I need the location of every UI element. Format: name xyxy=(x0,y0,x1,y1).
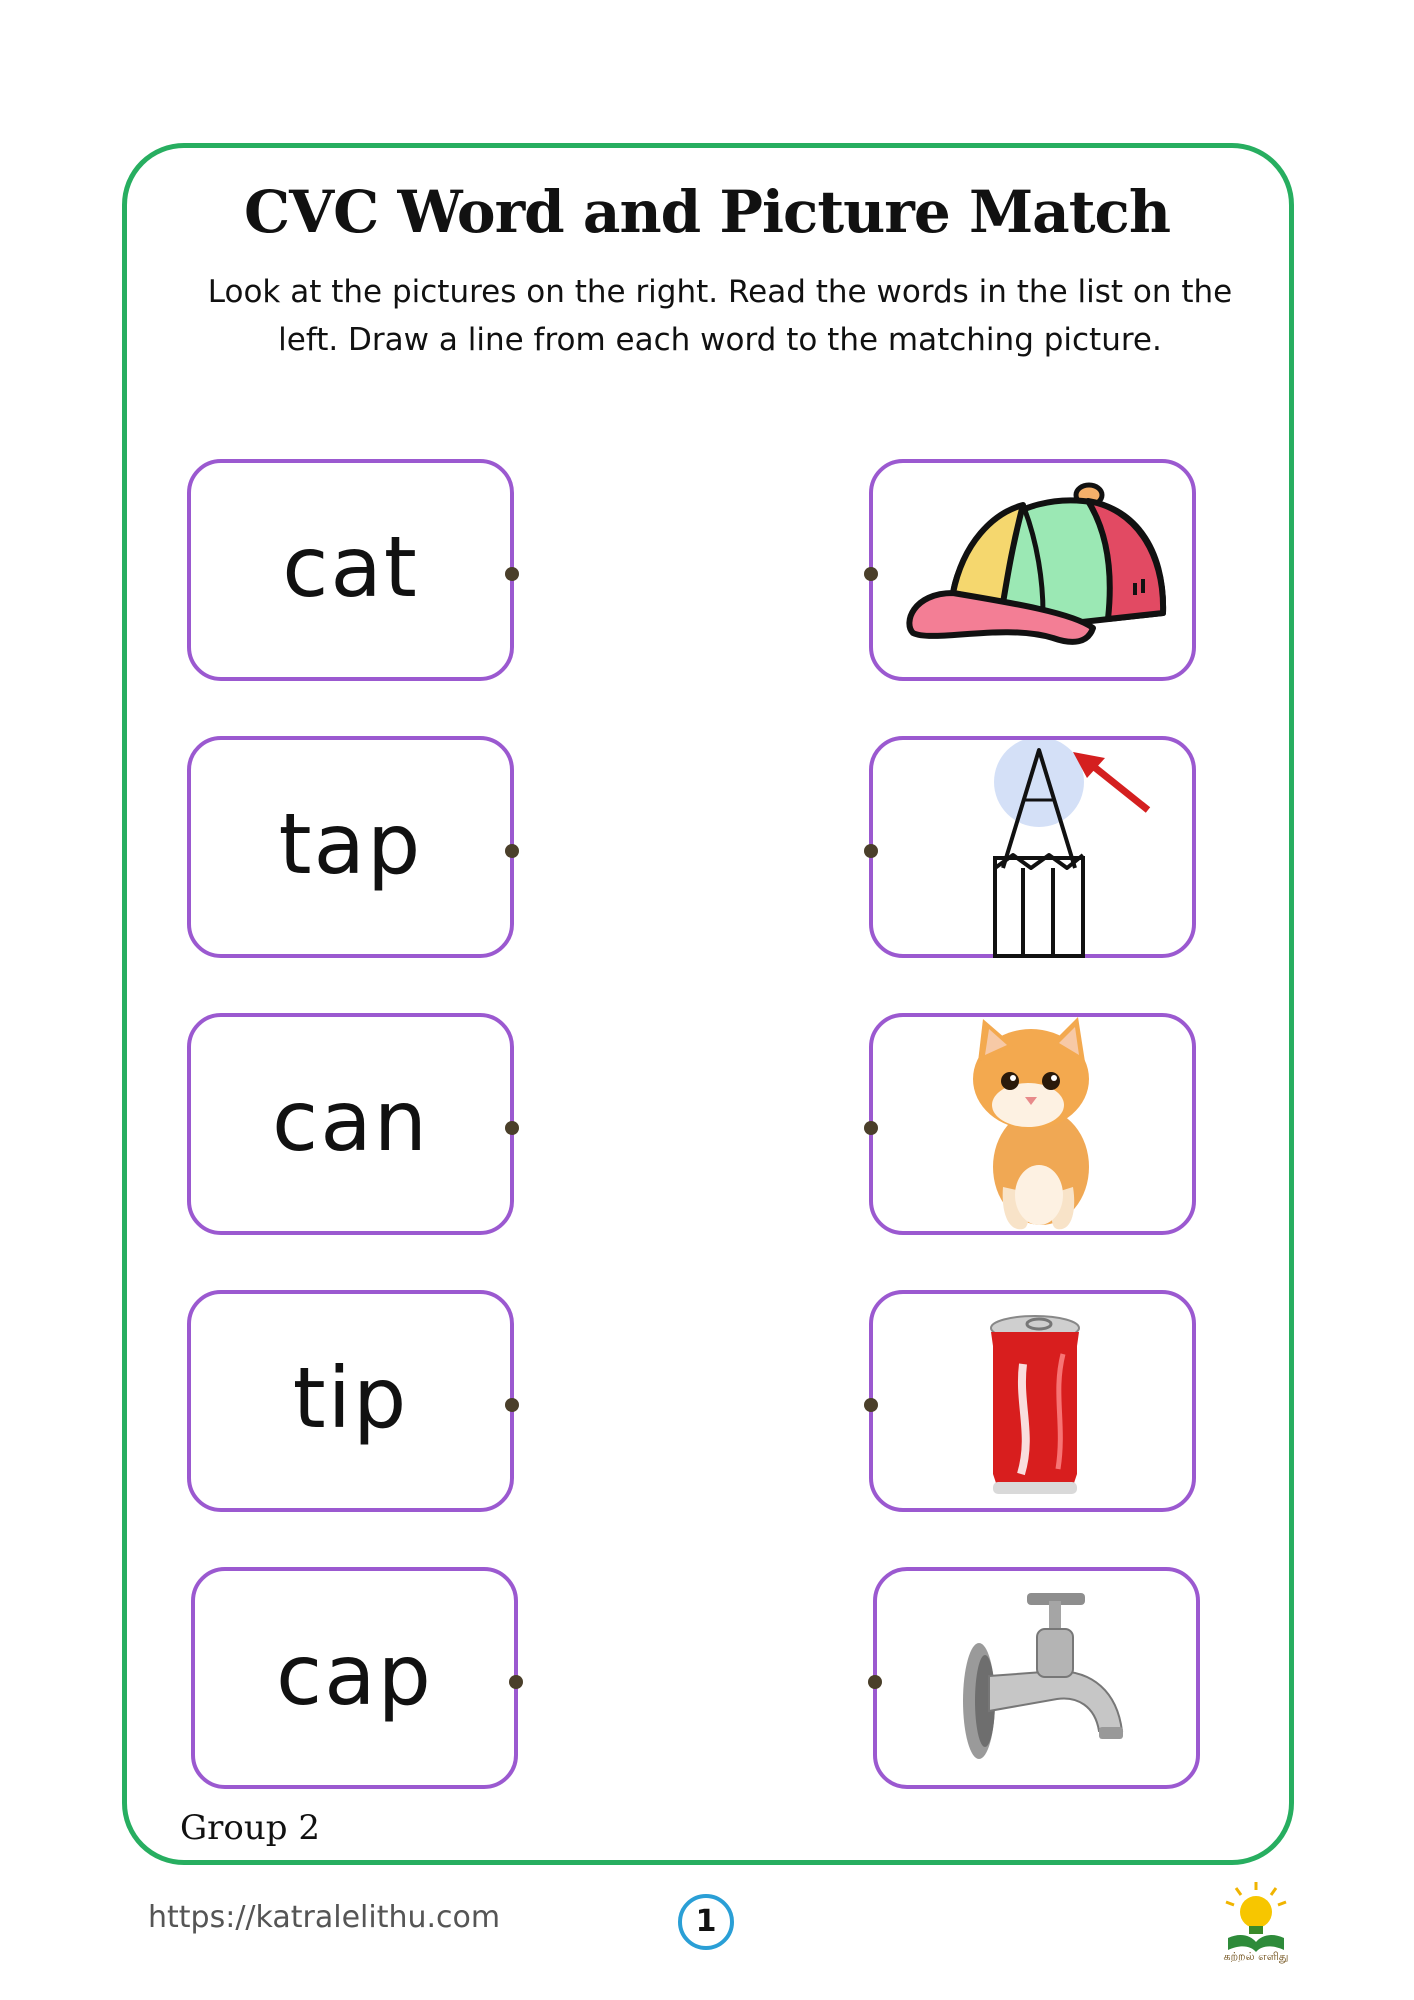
picture-card-2[interactable] xyxy=(869,736,1196,958)
picture-card-4[interactable] xyxy=(869,1290,1196,1512)
word-label: can xyxy=(272,1072,429,1170)
soda-can-icon xyxy=(873,1294,1200,1516)
picture-card-3[interactable] xyxy=(869,1013,1196,1235)
logo-text: கற்றல் எளிது xyxy=(1223,1950,1289,1963)
word-card-4[interactable] xyxy=(187,1290,514,1512)
word-label: cat xyxy=(282,518,419,616)
word-label: tip xyxy=(292,1349,409,1447)
connector-dot[interactable] xyxy=(509,1675,523,1689)
word-label: cap xyxy=(276,1626,433,1724)
word-card-1[interactable] xyxy=(187,459,514,681)
page-number: 1 xyxy=(678,1894,734,1950)
word-card-5[interactable] xyxy=(191,1567,518,1789)
bulb-book-logo-icon xyxy=(1216,1880,1296,1960)
group-label: Group 2 xyxy=(180,1808,320,1848)
website-link[interactable]: https://katralelithu.com xyxy=(148,1900,501,1935)
word-card-2[interactable] xyxy=(187,736,514,958)
kitten-icon xyxy=(873,1017,1200,1239)
word-label: tap xyxy=(278,795,423,893)
word-card-3[interactable] xyxy=(187,1013,514,1235)
picture-card-5[interactable] xyxy=(873,1567,1200,1789)
connector-dot[interactable] xyxy=(505,1398,519,1412)
instructions-line-2: left. Draw a line from each word to the matching picture. xyxy=(278,322,1162,358)
pencil-tip-icon xyxy=(873,740,1200,962)
water-tap-icon xyxy=(877,1571,1204,1793)
instructions-line-1: Look at the pictures on the right. Read the words in the list on the xyxy=(207,274,1233,310)
picture-card-1[interactable] xyxy=(869,459,1196,681)
connector-dot[interactable] xyxy=(505,844,519,858)
instructions xyxy=(190,268,1250,364)
cap-icon xyxy=(873,463,1200,685)
worksheet-title: CVC Word and Picture Match xyxy=(243,178,1171,246)
connector-dot[interactable] xyxy=(505,1121,519,1135)
connector-dot[interactable] xyxy=(505,567,519,581)
